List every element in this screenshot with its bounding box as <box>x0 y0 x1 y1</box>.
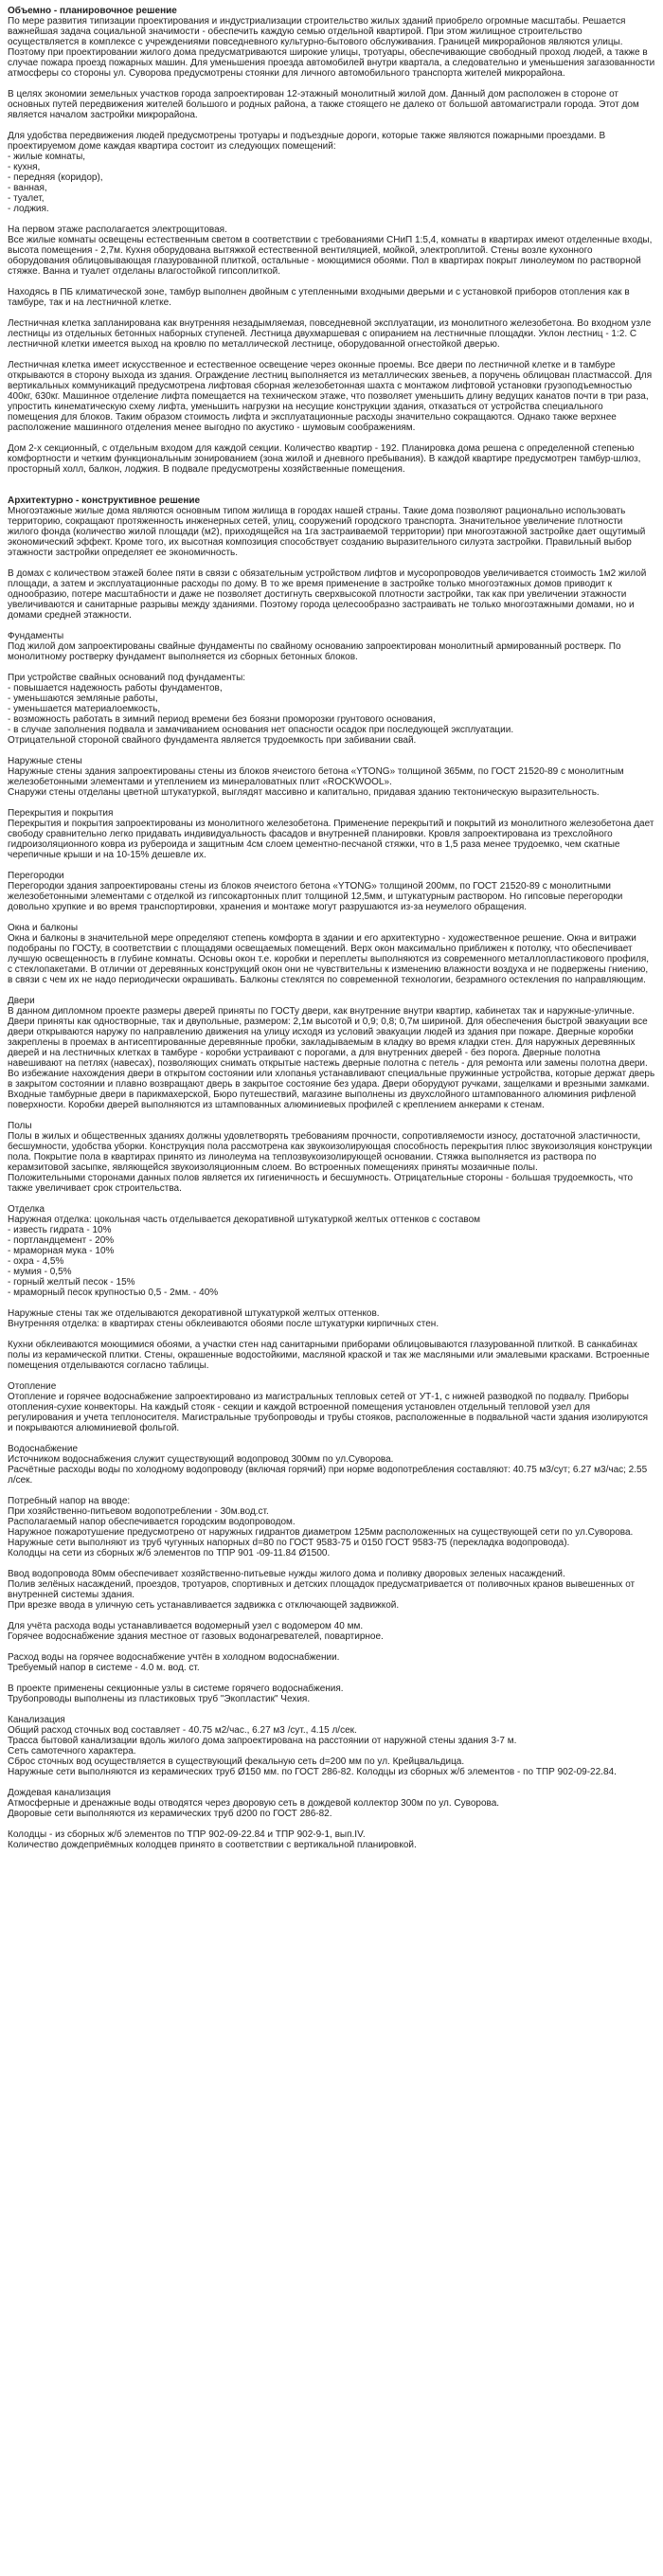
spacer <box>8 79 655 89</box>
paragraph: Наружные стены так же отделываются декоративной штукатуркой желтых оттенков. Внутренняя отделка: в квартирах стены обклеиваются обоями после штукатурки кирпичных стен. <box>8 1308 439 1329</box>
spacer <box>8 1194 655 1204</box>
paragraph: Атмосферные и дренажные воды отводятся через дворовую сеть в дождевой коллектор 300м по ул. Суворова. Дворовые сети выполняются из керамических труб d200 по ГОСТ 286-82. <box>8 1798 500 1819</box>
spacer <box>8 1704 655 1715</box>
paragraph: Лестничная клетка запланирована как внутренняя незадымляемая, повседневной эксплуатации, из монолитного железобетона. Во входном узле лестницы из отдельных бетонных наборных ступеней. Лестница двухмаршевая с опиранием на лестничные площадки. Уклон лестниц - 1:2. С лестничной клетки имеется выход на кровлю по металлической лестнице, оборудованной огнестойкой дверью. <box>8 318 652 350</box>
spacer <box>8 120 655 131</box>
section-heading: Отопление <box>8 1381 57 1392</box>
spacer <box>8 277 655 287</box>
spacer <box>8 985 655 996</box>
paragraph: На первом этаже располагается электрощитовая. Все жилые комнаты освещены естественным светом в соответствии с требованиями СНиП 1:5,4, комнаты в квартирах имеют отделенные входы, высота помещения - 2,7м. Кухня оборудована вытяжкой естественной вентиляцией, мойкой, электроплитой. Стены возле кухонного оборудования облицовывающая глазурованной плиткой, остальные - моющимися обоями. Пол в квартирах покрыт линолеумом по растворной стяжке. Ванна и туалет отделаны влагостойкой гипсоплиткой. <box>8 225 653 277</box>
paragraph: При устройстве свайных оснований под фундаменты: - повышается надежность работы фундаментов, - уменьшаются земляные работы, - уменьшается материалоемкость, - возможность работать в зимний период времени без боязни проморозки грунтового основания, - в случае заполнения подвала и замачиванием основания нет опасности осадок при последующей эксплуатации. Отрицательной стороной свайного фундамента является трудоемкость при забивании свай. <box>8 673 514 746</box>
spacer <box>8 214 655 225</box>
spacer <box>8 1298 655 1308</box>
spacer <box>8 308 655 318</box>
section-heading: Объемно - планировочное решение <box>8 6 177 16</box>
spacer <box>8 1819 655 1829</box>
section-heading: Двери <box>8 996 35 1006</box>
section-heading: Перекрытия и покрытия <box>8 808 114 819</box>
spacer <box>8 558 655 568</box>
paragraph: В проекте применены секционные узлы в системе горячего водоснабжения. Трубопроводы выполнены из пластиковых труб "Экопластик" Чехия. <box>8 1684 344 1704</box>
paragraph: В данном дипломном проекте размеры дверей приняты по ГОСТу двери, как внутренние внутри квартир, кабинетах так и наружные-уличные. Двери приняты как одностворные, так и двупольные, размером: 2,1м высотой и 0,9; 0,8; 0,7м шириной. Для обеспечения быстрой эвакуации все двери открываются наружу по направлению движения на улицу исходя из условий эвакуации людей из здания при пожаре. Дверные коробки закреплены в проемах в антисептированные деревянные пробки, закладываемым в кладку во время кладки стен. Для наружных деревянных дверей и на лестничных клетках в тамбуре - коробки устраивают с порогами, а для внутренних дверей - без порога. Дверные полотна навешивают на петлях (навесах), позволяющих снимать открытые настежь дверные полотна с петель - для ремонта или замены полотна двери. Во избежание нахождения двери в открытом состоянии или хлопанья устанавливают специальные пружинные устройства, которые держат дверь в закрытом состоянии и плавно возвращают дверь в закрытое состояние без удара. Двери оборудуют ручками, защелками и врезными замками. Входные тамбурные двери в парикмахерской, Бюро путешествий, магазине выполнены из двухслойного штампованного алюминия рифленой поверхности. Коробки дверей выполняются из штампованных алюминиевых профилей с креплением анкерами к стенам. <box>8 1006 655 1110</box>
spacer <box>8 798 655 808</box>
paragraph: Общий расход сточных вод составляет - 40.75 м2/час., 6.27 м3 /сут., 4.15 л/сек. Трасса бытовой канализации вдоль жилого дома запроектирована на расстоянии от наружной стены здания 3-7 м. Сеть самотечного характера. Сброс сточных вод осуществляется в существующий фекальную сеть d=200 мм по ул. Крейцвальдица. Наружные сети выполняются из керамических труб Ø150 мм. по ГОСТ 286-82. Колодцы из сборных ж/б элементов - по ТПР 902-09-22.84. <box>8 1725 617 1777</box>
spacer <box>8 1611 655 1621</box>
spacer <box>8 350 655 360</box>
paragraph: Ввод водопровода 80мм обеспечивает хозяйственно-питьевые нужды жилого дома и поливку дворовых зеленых насаждений. Полив зелёных насаждений, проездов, тротуаров, спортивных и детских площадок предусматривается от поливочных кранов вывешенных от внутренней системы здания. При врезке ввода в уличную сеть устанавливается задвижка с отключающей задвижкой. <box>8 1569 636 1611</box>
spacer <box>8 1642 655 1652</box>
spacer <box>8 1371 655 1381</box>
paragraph: Находясь в ПБ климатической зоне, тамбур выполнен двойным с утепленными входными дверьми и с установкой приборов отопления как в тамбуре, так и на лестничной клетке. <box>8 287 630 308</box>
paragraph: Лестничная клетка имеет искусственное и естественное освещение через оконные проемы. Все двери по лестничной клетке и в тамбуре открываются в сторону выхода из здания. Ограждение лестниц выполняется из металлических звеньев, а поручень облицован пластмассой. Для вертикальных коммуникаций предусмотрена лифтовая сборная железобетонная шахта с монтажом лифтовой установки грузоподъемностью 400кг, 630кг. Машинное отделение лифта помещается на техническом этаже, что позволяет уменьшить длину ведущих канатов почти в три раза, упростить кинематическую схему лифта, уменьшить нагрузки на несущие конструкции здания, отказаться от устройства специального помещения для блоков. Таким образом стоимость лифта и эксплуатационные расходы значительно сокращаются. Однако также верхнее расположение машинного отделения менее выгодно по акустико - шумовым соображениям. <box>8 360 653 433</box>
spacer <box>8 1486 655 1496</box>
paragraph: В домах с количеством этажей более пяти в связи с обязательным устройством лифтов и мусоропроводов увеличивается стоимость 1м2 жилой площади, а затем и эксплуатационные расходы по дому. В то же время применение в застройке только многоэтажных домов приводит к однообразию, потере масштабности и даже не позволяет достигнуть сверхвысокой плотности застройки, так как при увеличении этажности увеличиваются и санитарные разрывы между зданиями. Поэтому города целесообразно застраивать не только многоэтажными домами, но и домами средней этажности. <box>8 568 647 621</box>
spacer <box>8 475 655 495</box>
paragraph: Многоэтажные жилые дома являются основным типом жилища в городах нашей страны. Такие дома позволяют рационально использовать территорию, сокращают протяженность инженерных сетей, улиц, сооружений городского транспорта. Значительное увеличение плотности жилого фонда (количество жилой площади (м2), приходящейся на 1га застраиваемой территории) при многоэтажной застройке дает ощутимый экономический эффект. Кроме того, их высотная композиция способствует созданию выразительного силуэта застройки. Правильный выбор этажности застройки определяет ее экономичность. <box>8 506 646 558</box>
section-heading: Водоснабжение <box>8 1444 79 1454</box>
paragraph: Перегородки здания запроектированы стены из блоков ячеистого бетона «YTONG» толщиной 200мм, по ГОСТ 21520-89 с монолитными железобетонными элементами с отделкой из гипсокартонных плит толщиной 12,5мм, и штукатурным раствором. Но гипсовые перегородки довольно хрупкие и во время транспортировки, хранения и монтаже могут разрушаются из-за неумелого обращения. <box>8 881 623 912</box>
spacer <box>8 912 655 923</box>
paragraph: Кухни обклеиваются моющимися обоями, а участки стен над санитарными приборами облицовываются глазурованной плиткой. В санкабинах полы из керамической плитки. Стены, окрашенные водостойкими, масляной краской и так же масляными или эмалевыми красками. Встроенные помещения отделываются согласно таблицы. <box>8 1340 650 1371</box>
section-heading: Перегородки <box>8 871 64 881</box>
spacer <box>8 1433 655 1444</box>
paragraph: Наружные стены здания запроектированы стены из блоков ячеистого бетона «YTONG» толщиной 365мм, по ГОСТ 21520-89 с монолитным железобетонными элементами и утеплением из минераловатных плит «ROCKWOOL». Снаружи стены отделаны цветной штукатуркой, выглядят массивно и капитально, придавая зданию тектоническую выразительность. <box>8 766 624 798</box>
spacer <box>8 433 655 443</box>
paragraph: Расход воды на горячее водоснабжение учтён в холодном водоснабжении. Требуемый напор в системе - 4.0 м. вод. ст. <box>8 1652 340 1673</box>
section-heading: Архитектурно - конструктивное решение <box>8 495 201 506</box>
section-heading: Наружные стены <box>8 756 82 766</box>
paragraph: Под жилой дом запроектированы свайные фундаменты по свайному основанию запроектирован монолитный армированный ростверк. По монолитному ростверку фундамент выполняется из сборных бетонных блоков. <box>8 641 621 662</box>
spacer <box>8 1558 655 1569</box>
paragraph: Для удобства передвижения людей предусмотрены тротуары и подъездные дороги, которые также являются пожарными проездами. В проектируемом доме каждая квартира состоит из следующих помещений: - жилые комнаты, - кухня, - передняя (коридор), - ванная, - туалет, - лоджия. <box>8 131 606 214</box>
paragraph: Потребный напор на вводе: При хозяйственно-питьевом водопотреблении - 30м.вод.ст. Располагаемый напор обеспечивается городским водопроводом. Наружное пожаротушение предусмотрено от наружных гидрантов диаметром 125мм расположенных на существующей сети по ул.Суворова. Наружные сети выполняют из труб чугунных напорных d=80 по ГОСТ 9583-75 и 0150 ГОСТ 9583-75 (перекладка водопровода). Колодцы на сети из сборных ж/б элементов по ТПР 901 -09-11.84 Ø1500. <box>8 1496 634 1558</box>
paragraph: По мере развития типизации проектирования и индустриализации строительство жилых зданий приобрело огромные масштабы. Решается важнейшая задача социальной значимости - обеспечить каждую семью отдельной квартирой. При этом жилищное строительство осуществляется в комплексе с учреждениями повседневного культурно-бытового обслуживания. Границей микрорайонов являются улицы. Поэтому при проектировании жилого дома предусматриваются широкие улицы, тротуары, обеспечивающие свободный проход людей, а также в случае пожара проезд пожарных машин. Для уменьшения проезда автомобилей внутри квартала, а следовательно и уменьшения загазованности атмосферы со стороны ул. Суворова предусмотрены стоянки для личного автомобильного транспорта жителей микрорайона. <box>8 16 655 79</box>
section-heading: Окна и балконы <box>8 923 79 933</box>
spacer <box>8 1110 655 1121</box>
paragraph: Для учёта расхода воды устанавливается водомерный узел с водомером 40 мм. Горячее водоснабжение здания местное от газовых водонагревателей, повартирное. <box>8 1621 384 1642</box>
section-heading: Полы <box>8 1121 32 1131</box>
spacer <box>8 1777 655 1788</box>
spacer <box>8 746 655 756</box>
spacer <box>8 662 655 673</box>
spacer <box>8 1329 655 1340</box>
paragraph: Колодцы - из сборных ж/б элементов по ТПР 902-09-22.84 и ТПР 902-9-1, вып.IV. Количество дождеприёмных колодцев принято в соответствии с вертикальной планировкой. <box>8 1829 417 1850</box>
paragraph: Полы в жилых и общественных зданиях должны удовлетворять требованиям прочности, сопротивляемости износу, достаточной эластичности, бесшумности, удобства уборки. Конструкция пола рассмотрена как звукоизолирующая способность перекрытия плюс звукоизоляция конструкции пола. Покрытие пола в квартирах принято из линолеума на теплозвукоизолирующей основании. Стяжка выполняется из раствора по керамзитовой засыпке, являющейся звукоизоляционным слоем. Во встроенных помещениях приняты мозаичные полы. Положительными сторонами данных полов является их гигиеничность и бесшумность. Отрицательные стороны - большая трудоемкость, что также увеличивает срок строительства. <box>8 1131 653 1194</box>
spacer <box>8 621 655 631</box>
paragraph: Источником водоснабжения служит существующий водопровод 300мм по ул.Суворова. Расчётные расходы воды по холодному водопроводу (включая горячий) при норме водопотребления составляют: 40.75 м3/сут; 6.27 м3/час; 2.55 л/сек. <box>8 1454 648 1486</box>
section-heading: Дождевая канализация <box>8 1788 111 1798</box>
paragraph: Окна и балконы в значительной мере определяют степень комфорта в здании и его архитектурно - художественное решение. Окна и витражи подобраны по ГОСТу, в соответствии с площадями освещаемых помещений. Верх окон максимально приближен к потолку, что обеспечивает лучшую освещенность в глубине комнаты. Основы окон т.е. коробки и переплеты выполняются из современного металлопластикового профиля, с стеклопакетами. В отличии от деревянных конструкций окон они не чувствительны к изменению влажности воздуха и не подвержены гниению, в связи с чем их не надо периодически окрашивать. Балконы стеклятся по современной технологии, безрамного остекления по направляющим. <box>8 933 650 985</box>
paragraph: Отопление и горячее водоснабжение запроектировано из магистральных тепловых сетей от УТ-1, с нижней разводкой по подвалу. Приборы отопления-сухие конвекторы. На каждый стояк - секции и каждой встроенной помещения установлен отдельный тепловой узел для регулирования и учета теплоносителя. Магистральные трубопроводы и трубы стояков, расположенные в подвальной части здания изолируются и покрываются алюминиевой фольгой. <box>8 1392 649 1433</box>
paragraph: Перекрытия и покрытия запроектированы из монолитного железобетона. Применение перекрытий и покрытий из монолитного железобетона дает свободу сравнительно легко придавать индивидуальность фасадов и внутренней планировки. Кровля запроектирована из трехслойного гидроизоляционного ковра из рубероида и защитным 4см слоем цементно-песчаной стяжки, что в 1,5 раза менее трудоемко, чем скатные черепичные крыши и на 10-15% дешевле их. <box>8 819 654 860</box>
paragraph: Дом 2-х секционный, с отдельным входом для каждой секции. Количество квартир - 192. Планировка дома решена с определенной степенью комфортности и четким функциональным зонированием (зона жилой и дневного пребывания). В каждой квартире предусмотрен тамбур-шлюз, просторный холл, балкон, лоджия. В подвале предусмотрены хозяйственные помещения. <box>8 443 641 475</box>
paragraph: Наружная отделка: цокольная часть отделывается декоративной штукатуркой желтых оттенков с составом - известь гидрата - 10% - портландцемент - 20% - мраморная мука - 10% - охра - 4,5% - мумия - 0,5% - горный желтый песок - 15% - мраморный песок крупностью 0,5 - 2мм. - 40% <box>8 1215 481 1298</box>
paragraph: В целях экономии земельных участков города запроектирован 12-этажный монолитный жилой дом. Данный дом расположен в стороне от основных путей передвижения жителей большого и родных района, а также стоящего не далеко от большой автомагистрали города. Этот дом является началом застройки микрорайона. <box>8 89 639 120</box>
section-heading: Отделка <box>8 1204 45 1215</box>
section-heading: Фундаменты <box>8 631 64 641</box>
section-heading: Канализация <box>8 1715 65 1725</box>
spacer <box>8 1673 655 1684</box>
spacer <box>8 860 655 871</box>
